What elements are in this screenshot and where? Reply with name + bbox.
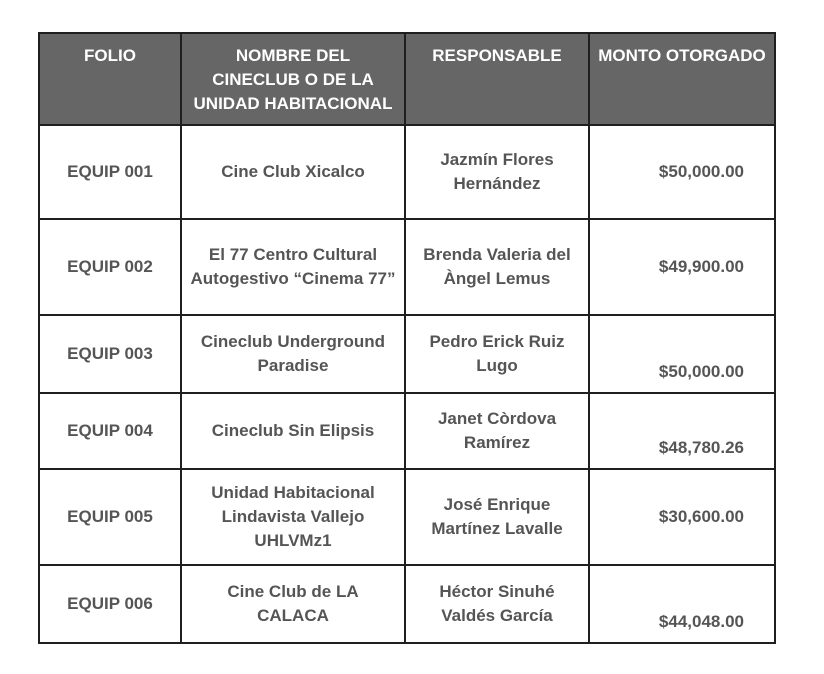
cell-nombre: El 77 Centro Cultural Autogestivo “Cinema 77” — [181, 219, 405, 315]
table-row — [39, 469, 775, 565]
cell-monto: $50,000.00 — [589, 315, 775, 393]
cell-responsable: José Enrique Martínez Lavalle — [405, 469, 589, 565]
cell-responsable: Brenda Valeria del Àngel Lemus — [405, 219, 589, 315]
cell-folio: EQUIP 003 — [39, 315, 181, 393]
cell-nombre: Cineclub Underground Paradise — [181, 315, 405, 393]
cell-responsable: Janet Còrdova Ramírez — [405, 393, 589, 469]
cell-monto: $48,780.26 — [589, 393, 775, 469]
header-monto: MONTO OTORGADO — [589, 33, 775, 125]
cell-responsable: Jazmín Flores Hernández — [405, 125, 589, 219]
cell-monto: $44,048.00 — [589, 565, 775, 643]
cell-responsable: Pedro Erick Ruiz Lugo — [405, 315, 589, 393]
cell-monto: $30,600.00 — [589, 469, 775, 565]
cell-nombre: Cineclub Sin Elipsis — [181, 393, 405, 469]
table-row — [39, 315, 775, 393]
grants-table — [38, 32, 776, 644]
cell-nombre: Cine Club de LA CALACA — [181, 565, 405, 643]
table-row — [39, 125, 775, 219]
table-row — [39, 219, 775, 315]
header-row — [39, 33, 775, 125]
grants-table-container — [38, 32, 774, 644]
cell-folio: EQUIP 005 — [39, 469, 181, 565]
cell-responsable: Héctor Sinuhé Valdés García — [405, 565, 589, 643]
cell-nombre: Cine Club Xicalco — [181, 125, 405, 219]
cell-monto: $49,900.00 — [589, 219, 775, 315]
cell-folio: EQUIP 002 — [39, 219, 181, 315]
table-body — [39, 125, 775, 643]
table-row — [39, 565, 775, 643]
cell-monto: $50,000.00 — [589, 125, 775, 219]
cell-folio: EQUIP 001 — [39, 125, 181, 219]
cell-nombre: Unidad Habitacional Lindavista Vallejo UHLVMz1 — [181, 469, 405, 565]
header-responsable: RESPONSABLE — [405, 33, 589, 125]
table-row — [39, 393, 775, 469]
cell-folio: EQUIP 004 — [39, 393, 181, 469]
cell-folio: EQUIP 006 — [39, 565, 181, 643]
table-header — [39, 33, 775, 125]
header-folio: FOLIO — [39, 33, 181, 125]
header-nombre: NOMBRE DEL CINECLUB O DE LA UNIDAD HABITACIONAL — [181, 33, 405, 125]
